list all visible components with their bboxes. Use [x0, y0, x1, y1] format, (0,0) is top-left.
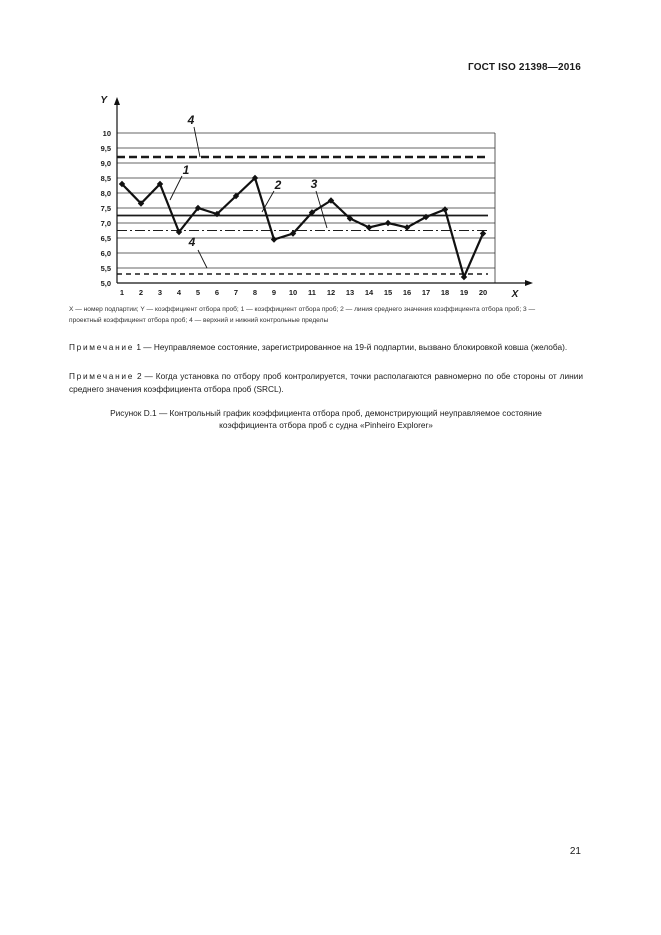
annotation-label: 4: [188, 235, 196, 249]
note-text: 1 — Неуправляемое состояние, зарегистрированное на 19-й подпартии, вызвано блокировкой ковша (желоба).: [134, 342, 568, 352]
x-tick-label: 12: [326, 288, 336, 297]
x-tick-label: 18: [440, 288, 450, 297]
x-tick-label: 9: [271, 288, 277, 297]
x-axis-arrow: [525, 280, 533, 286]
x-tick-label: 3: [157, 288, 163, 297]
y-tick-label: 8,0: [100, 189, 111, 198]
y-axis-label: Y: [100, 95, 107, 106]
caption-line: Рисунок D.1 — Контрольный график коэффициента отбора проб, демонстрирующий неуправляемое состояние: [110, 408, 542, 418]
y-tick-label: 6,5: [100, 234, 111, 243]
annotation-label: 3: [310, 177, 318, 191]
figure-legend: X — номер подпартии; Y — коэффициент отбора проб; 1 — коэффициент отбора проб; 2 — линия среднего значения коэффициента отбора проб; 3 — проектный коэффициент отбора проб; 4 — верхний и нижний контрольные пределы: [69, 306, 536, 324]
note-lead: Примечание: [69, 342, 135, 352]
x-tick-label: 19: [459, 288, 469, 297]
data-series: [119, 175, 486, 280]
note-1: [69, 341, 583, 354]
x-tick-labels: [120, 288, 487, 297]
y-tick-labels: [101, 129, 111, 288]
standard-code: ГОСТ ISO 21398—2016: [467, 62, 581, 73]
x-tick-label: 13: [345, 288, 355, 297]
page-number: 21: [569, 846, 581, 857]
data-point: [271, 236, 277, 242]
x-axis-label: X: [511, 289, 519, 300]
y-tick-label: 9,0: [100, 159, 111, 168]
y-tick-label: 9,5: [100, 144, 111, 153]
x-tick-label: 4: [176, 288, 182, 297]
annotation-label: 4: [187, 113, 195, 127]
x-tick-label: 16: [402, 288, 412, 297]
x-tick-label: 14: [364, 288, 374, 297]
figure-caption: [69, 407, 583, 431]
y-tick-label: 6,0: [100, 249, 111, 258]
data-point: [480, 230, 486, 236]
chart-annotations: [170, 113, 327, 268]
data-point: [442, 206, 448, 212]
x-tick-label: 5: [195, 288, 201, 297]
x-tick-label: 1: [119, 288, 125, 297]
y-tick-label: 8,5: [100, 174, 111, 183]
data-point: [385, 220, 391, 226]
caption-line: коэффициента отбора проб с судна «Pinheiro Explorer»: [219, 420, 433, 430]
x-tick-label: 15: [383, 288, 393, 297]
annotation-leader: [262, 191, 274, 212]
x-tick-label: 7: [233, 288, 239, 297]
y-tick-label: 7,5: [100, 204, 111, 213]
y-tick-label: 5,5: [100, 264, 111, 273]
note-2: [69, 370, 583, 396]
y-tick-label: 5,0: [100, 279, 111, 288]
y-tick-label: 7,0: [100, 219, 111, 228]
note-lead: Примечание: [69, 371, 135, 381]
annotation-label: 2: [274, 178, 282, 192]
y-axis-arrow: [114, 97, 120, 105]
annotation-label: 1: [182, 163, 190, 177]
annotation-leader: [194, 127, 200, 157]
chart-grid: [117, 133, 495, 283]
x-tick-label: 8: [252, 288, 258, 297]
x-tick-label: 17: [421, 288, 431, 297]
note-text: 2 — Когда установка по отбору проб контролируется, точки располагаются равномерно по обе стороны от линии среднего значения коэффициента отбора проб (SRCL).: [69, 371, 583, 394]
annotation-leader: [170, 176, 182, 200]
x-tick-label: 6: [214, 288, 220, 297]
x-tick-label: 20: [478, 288, 488, 297]
x-tick-label: 10: [288, 288, 298, 297]
y-tick-label: 10: [102, 129, 111, 138]
x-tick-label: 2: [138, 288, 144, 297]
x-tick-label: 11: [308, 288, 316, 297]
control-chart: [0, 0, 661, 330]
